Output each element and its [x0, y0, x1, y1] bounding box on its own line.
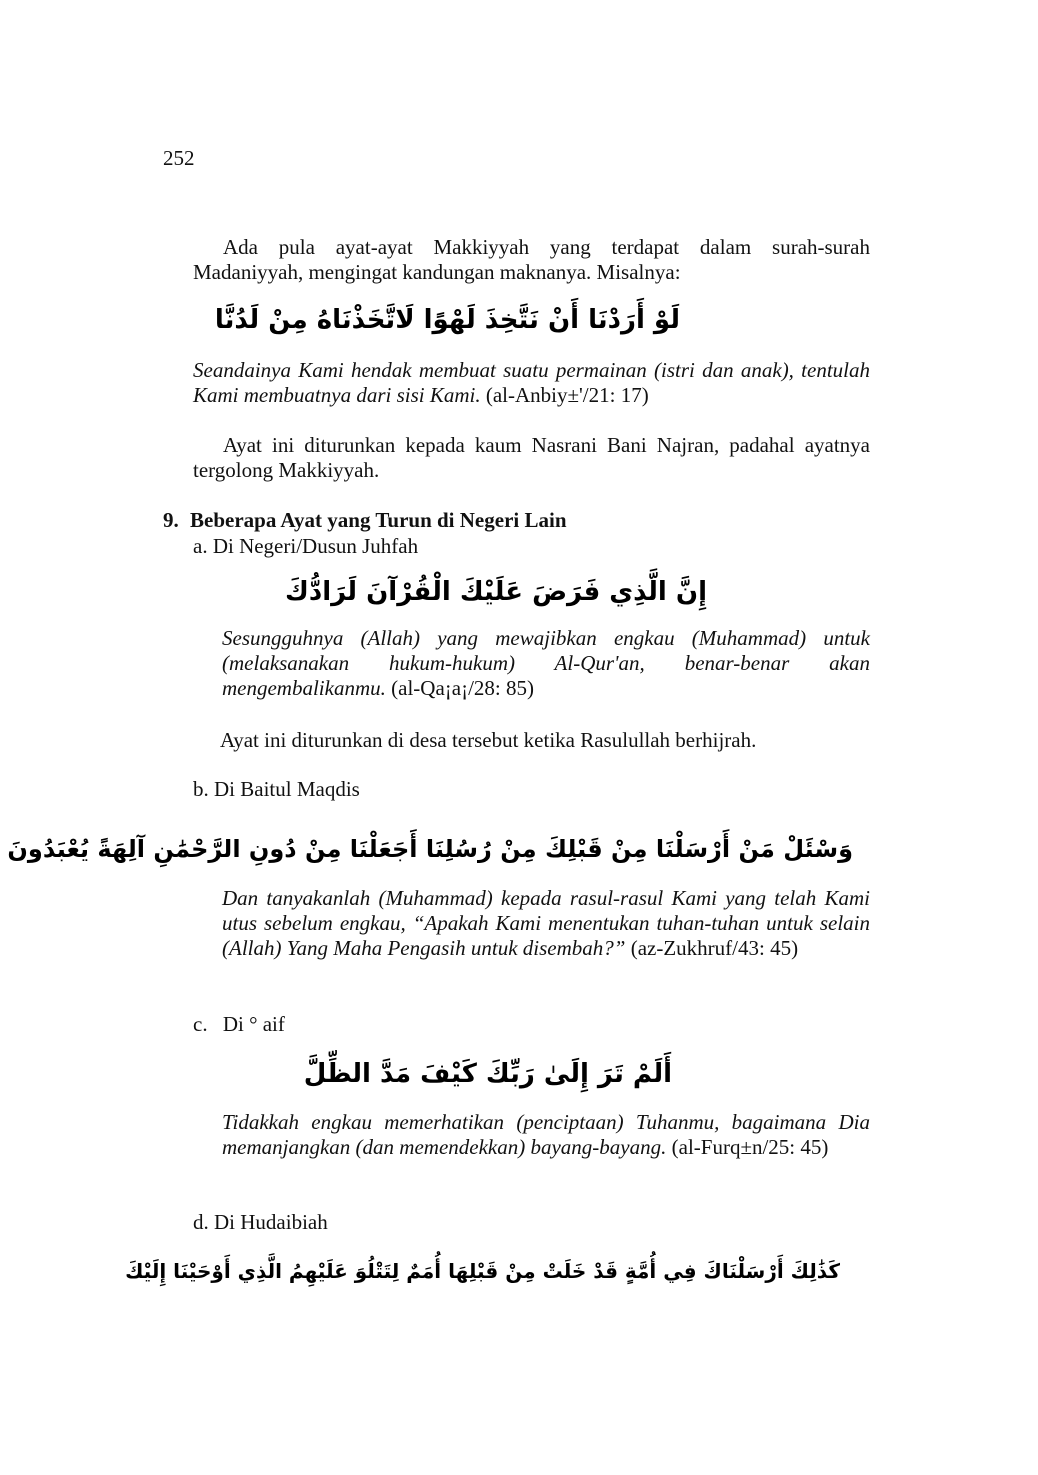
- translation-zukhruf: [222, 886, 870, 961]
- citation: (al-Qa¡a¡/28: 85): [391, 676, 534, 700]
- item-b-label: b. Di Baitul Maqdis: [193, 777, 360, 801]
- item-a-label: a. Di Negeri/Dusun Juhfah: [193, 534, 419, 558]
- page-number: 252: [163, 146, 195, 170]
- item-c-place: Di ° aif: [222, 1012, 285, 1036]
- item-c-label: [193, 1012, 285, 1037]
- note-anbiya: Ayat ini diturunkan kepada kaum Nasrani Bani Najran, padahal ayatnya tergolong Makkiyyah.: [193, 433, 870, 482]
- arabic-verse-anbiya: لَوْ أَرَدْنَا أَنْ نَتَّخِذَ لَهْوًا لَاتَّخَذْنَاهُ مِنْ لَدُنَّا: [214, 305, 680, 335]
- arabic-verse-rad: كَذَٰلِكَ أَرْسَلْنَاكَ فِي أُمَّةٍ قَدْ خَلَتْ مِنْ قَبْلِهَا أُمَمٌ لِتَتْلُوَ عَلَيْهِمُ الَّذِي أَوْحَيْنَا إِلَيْكَ: [125, 1259, 840, 1283]
- translation-anbiya: [193, 358, 870, 408]
- citation: (al-Anbiy±'/21: 17): [485, 383, 649, 407]
- arabic-verse-furqan: أَلَمْ تَرَ إِلَىٰ رَبِّكَ كَيْفَ مَدَّ الظِّلَّ: [303, 1059, 672, 1089]
- section-number: 9.: [163, 508, 179, 532]
- translation-text: Sesungguhnya (Allah) yang mewajibkan engkau (Muhammad) untuk (melaksanakan hukum-hukum) Al-Qur'an, benar-benar akan mengembalikanmu.: [222, 626, 870, 700]
- item-d-label: d. Di Hudaibiah: [193, 1210, 328, 1234]
- arabic-verse-zukhruf: وَسْئَلْ مَنْ أَرْسَلْنَا مِنْ قَبْلِكَ مِنْ رُسُلِنَا أَجَعَلْنَا مِنْ دُونِ الرَّحْمَٰنِ آلِهَةً يُعْبَدُونَ: [7, 835, 853, 863]
- citation: (al-Furq±n/25: 45): [671, 1135, 829, 1159]
- section-heading: [163, 508, 567, 533]
- item-c-letter: c.: [193, 1012, 208, 1036]
- translation-text: Seandainya Kami hendak membuat suatu permainan (istri dan anak), tentulah Kami membuatnya dari sisi Kami.: [193, 358, 870, 407]
- translation-qasas: [222, 626, 870, 701]
- intro-paragraph: Ada pula ayat-ayat Makkiyyah yang terdapat dalam surah-surah Madaniyyah, mengingat kandungan maknanya. Misalnya:: [193, 235, 870, 284]
- note-qasas: Ayat ini diturunkan di desa tersebut ketika Rasulullah berhijrah.: [220, 728, 757, 752]
- translation-text: Dan tanyakanlah (Muhammad) kepada rasul-rasul Kami yang telah Kami utus sebelum engkau, “Apakah Kami menentukan tuhan-tuhan untuk selain (Allah) Yang Maha Pengasih untuk disembah?”: [222, 886, 870, 960]
- translation-text: Tidakkah engkau memerhatikan (penciptaan) Tuhanmu, bagaimana Dia memanjangkan (dan memendekkan) bayang-bayang.: [222, 1110, 870, 1159]
- translation-furqan: [222, 1110, 870, 1160]
- arabic-verse-qasas: إِنَّ الَّذِي فَرَضَ عَلَيْكَ الْقُرْآنَ لَرَادُّكَ: [285, 577, 707, 607]
- section-title: Beberapa Ayat yang Turun di Negeri Lain: [190, 508, 567, 532]
- citation: (az-Zukhruf/43: 45): [630, 936, 799, 960]
